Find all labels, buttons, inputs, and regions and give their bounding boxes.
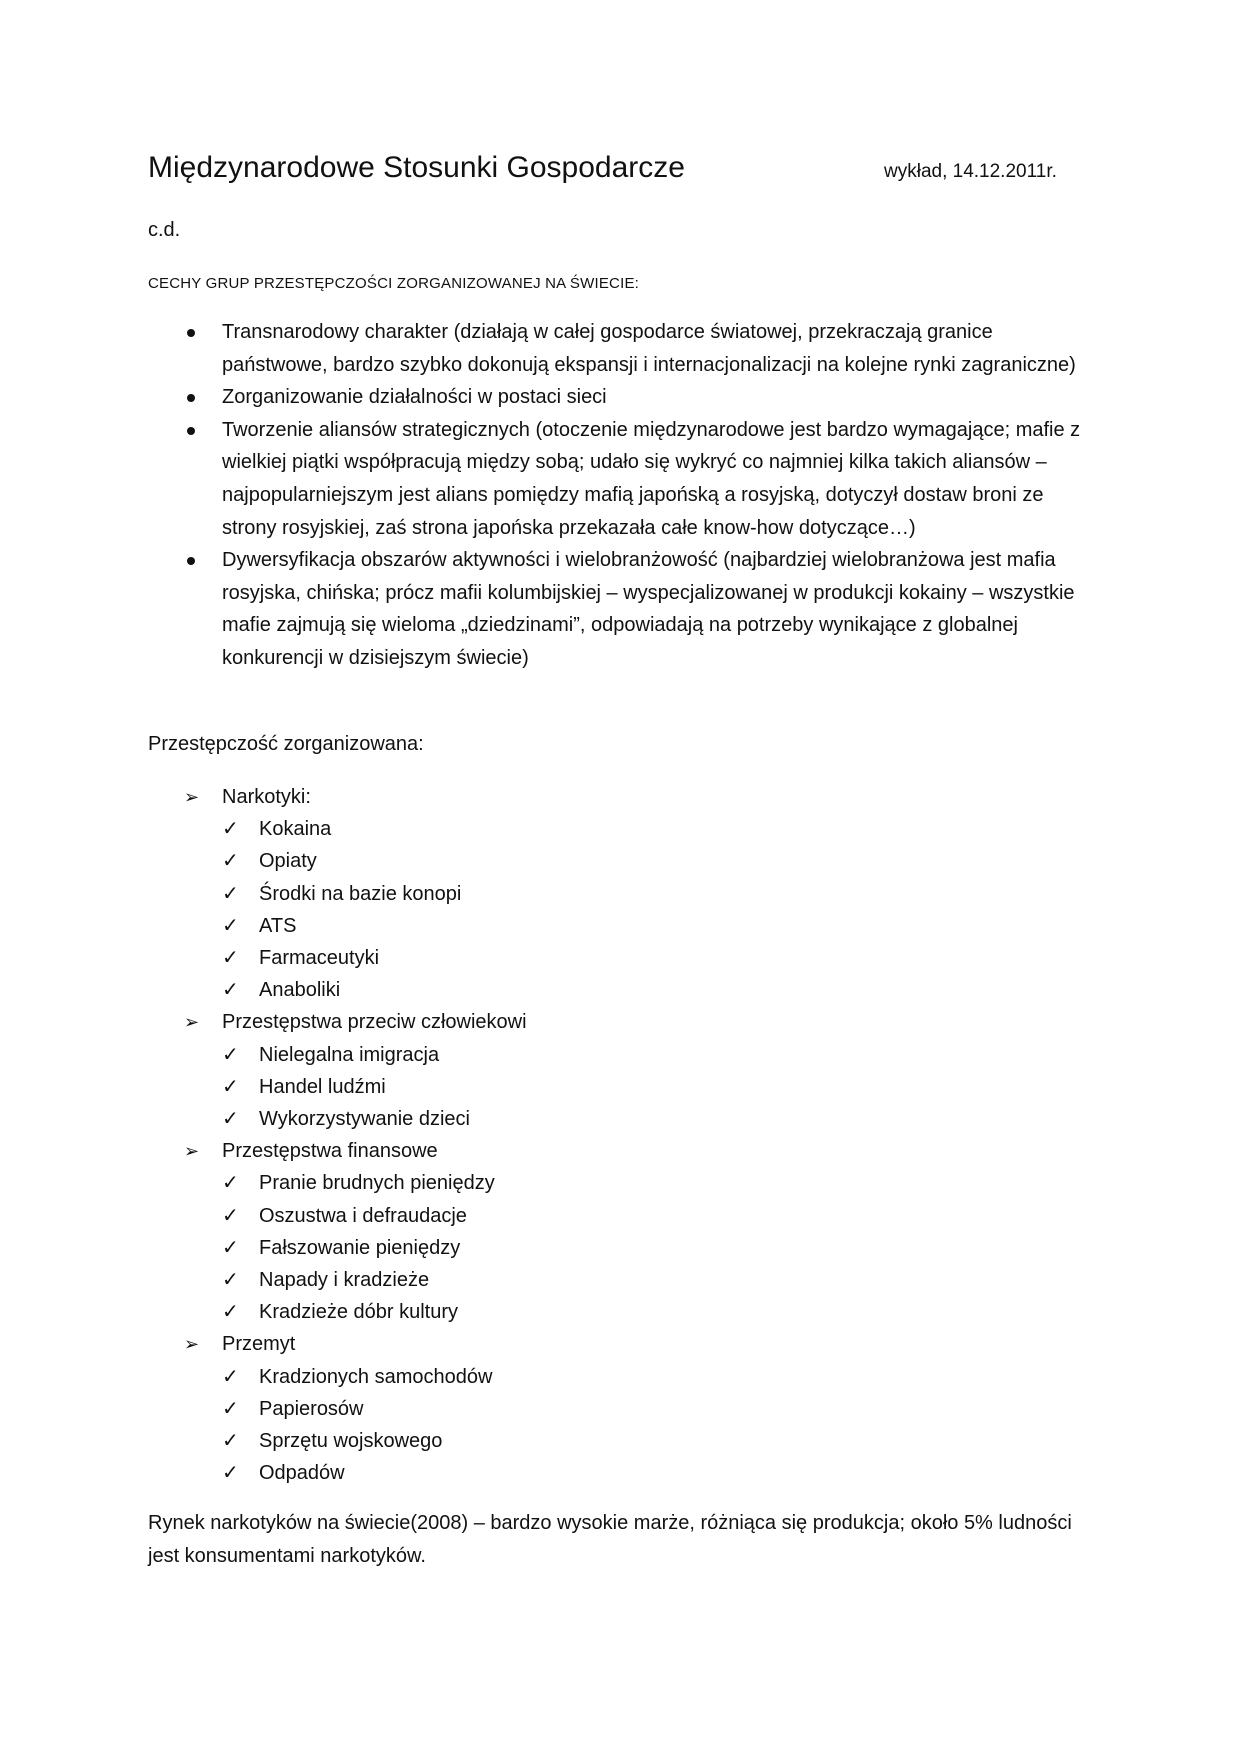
category-label: Przestępstwa finansowe <box>222 1140 438 1163</box>
arrowhead-icon: ➢ <box>184 787 200 807</box>
features-list <box>184 316 1096 675</box>
lecture-date: wykład, 14.12.2011r. <box>884 161 1057 182</box>
subitem-text: Papierosów <box>259 1397 364 1420</box>
checkmark-icon: ✓ <box>222 850 239 873</box>
checkmark-icon: ✓ <box>222 1301 239 1324</box>
checkmark-icon: ✓ <box>222 1043 239 1066</box>
subitem <box>184 845 527 877</box>
subitem-text: Wykorzystywanie dzieci <box>259 1108 470 1131</box>
subitem <box>184 1361 527 1393</box>
bullet-icon <box>187 557 195 565</box>
category-subitems <box>184 1361 527 1490</box>
arrowhead-icon: ➢ <box>184 1141 200 1162</box>
category-item <box>184 1006 527 1038</box>
checkmark-icon: ✓ <box>222 1397 239 1420</box>
feature-text: Zorganizowanie działalności w postaci sieci <box>222 386 607 409</box>
feature-text: Dywersyfikacja obszarów aktywności i wielobranżowość (najbardziej wielobranżowa jest mafia rosyjska, chińska; prócz mafii kolumbijskiej – wyspecjalizowanej w produkcji kokainy – wszystkie mafie zajmują się wieloma „dziedzinami”, odpowiadają na potrzeby wynikające z globalnej konkurencji w dzisiejszym świecie) <box>222 549 1075 669</box>
bullet-icon <box>187 427 195 435</box>
continuation-note: c.d. <box>148 219 181 241</box>
checkmark-icon: ✓ <box>222 1172 239 1195</box>
subitem <box>184 1232 527 1264</box>
subitem <box>184 910 527 942</box>
subitem <box>184 1393 527 1425</box>
subitem-text: ATS <box>259 914 297 937</box>
subitem <box>184 813 527 845</box>
checkmark-icon: ✓ <box>222 1462 239 1485</box>
checkmark-icon: ✓ <box>222 979 239 1002</box>
category-subitems <box>184 813 527 1006</box>
feature-text: Tworzenie aliansów strategicznych (otoczenie międzynarodowe jest bardzo wymagające; mafie z wielkiej piątki współpracują między sobą; udało się wykryć co najmniej kilka takich aliansów – najpopularniejszym jest alians pomiędzy mafią japońską a rosyjską, dotyczył dostaw broni ze strony rosyjskiej, zaś strona japońska przekazała całe know-how dotyczące…) <box>222 418 1081 539</box>
subitem-text: Anaboliki <box>259 979 341 1002</box>
bullet-icon <box>187 329 195 337</box>
checkmark-icon: ✓ <box>222 1204 239 1227</box>
feature-item <box>184 544 1096 674</box>
subitem <box>184 1457 527 1489</box>
category-subitems <box>184 1039 527 1136</box>
subitem <box>184 1296 527 1328</box>
subitem <box>184 1425 527 1457</box>
feature-item <box>184 414 1096 544</box>
checkmark-icon: ✓ <box>222 914 239 937</box>
checkmark-icon: ✓ <box>222 1365 239 1388</box>
arrowhead-icon: ➢ <box>184 1012 200 1033</box>
arrowhead-icon: ➢ <box>184 1334 200 1355</box>
subitem <box>184 974 527 1006</box>
crime-categories-list <box>184 781 527 1489</box>
subitem-text: Odpadów <box>259 1462 345 1485</box>
subitem <box>184 1103 527 1135</box>
closing-paragraph: Rynek narkotyków na świecie(2008) – bardzo wysokie marże, różniąca się produkcja; około 5% ludności jest konsumentami narkotyków. <box>148 1512 1072 1567</box>
feature-item <box>184 381 1096 414</box>
checkmark-icon: ✓ <box>222 1236 239 1259</box>
subitem-text: Oszustwa i defraudacje <box>259 1204 467 1227</box>
checkmark-icon: ✓ <box>222 882 239 905</box>
subitem-text: Pranie brudnych pieniędzy <box>259 1172 495 1195</box>
subitem <box>184 1264 527 1296</box>
features-heading: CECHY GRUP PRZESTĘPCZOŚCI ZORGANIZOWANEJ NA ŚWIECIE: <box>148 275 640 292</box>
category-subitems <box>184 1167 527 1328</box>
subitem-text: Nielegalna imigracja <box>259 1043 440 1066</box>
subitem <box>184 942 527 974</box>
organized-crime-heading: Przestępczość zorganizowana: <box>148 733 424 755</box>
category-item <box>184 1328 527 1360</box>
checkmark-icon: ✓ <box>222 1269 239 1292</box>
subitem-text: Kokaina <box>259 818 332 841</box>
checkmark-icon: ✓ <box>222 1075 239 1098</box>
bullet-icon <box>187 394 195 402</box>
page-title: Międzynarodowe Stosunki Gospodarcze <box>148 151 685 184</box>
subitem-text: Farmaceutyki <box>259 947 380 970</box>
subitem <box>184 1071 527 1103</box>
subitem-text: Kradzieże dóbr kultury <box>259 1301 458 1324</box>
subitem-text: Napady i kradzieże <box>259 1269 430 1292</box>
subitem-text: Handel ludźmi <box>259 1075 386 1098</box>
category-label: Przestępstwa przeciw człowiekowi <box>222 1011 527 1034</box>
category-item <box>184 1135 527 1167</box>
subitem-text: Środki na bazie konopi <box>259 882 462 905</box>
subitem <box>184 1167 527 1199</box>
checkmark-icon: ✓ <box>222 818 239 841</box>
subitem <box>184 878 527 910</box>
subitem-text: Sprzętu wojskowego <box>259 1430 443 1453</box>
checkmark-icon: ✓ <box>222 947 239 970</box>
subitem-text: Kradzionych samochodów <box>259 1365 493 1388</box>
checkmark-icon: ✓ <box>222 1430 239 1453</box>
feature-item <box>184 316 1096 381</box>
category-label: Narkotyki: <box>222 786 311 808</box>
category-item <box>184 781 527 813</box>
checkmark-icon: ✓ <box>222 1108 239 1131</box>
feature-text: Transnarodowy charakter (działają w całej gospodarce światowej, przekraczają granice państwowe, bardzo szybko dokonują ekspansji i internacjonalizacji na kolejne rynki zagraniczne) <box>222 321 1076 376</box>
subitem-text: Opiaty <box>259 850 317 873</box>
category-label: Przemyt <box>222 1333 296 1356</box>
subitem-text: Fałszowanie pieniędzy <box>259 1236 461 1259</box>
subitem <box>184 1039 527 1071</box>
subitem <box>184 1200 527 1232</box>
